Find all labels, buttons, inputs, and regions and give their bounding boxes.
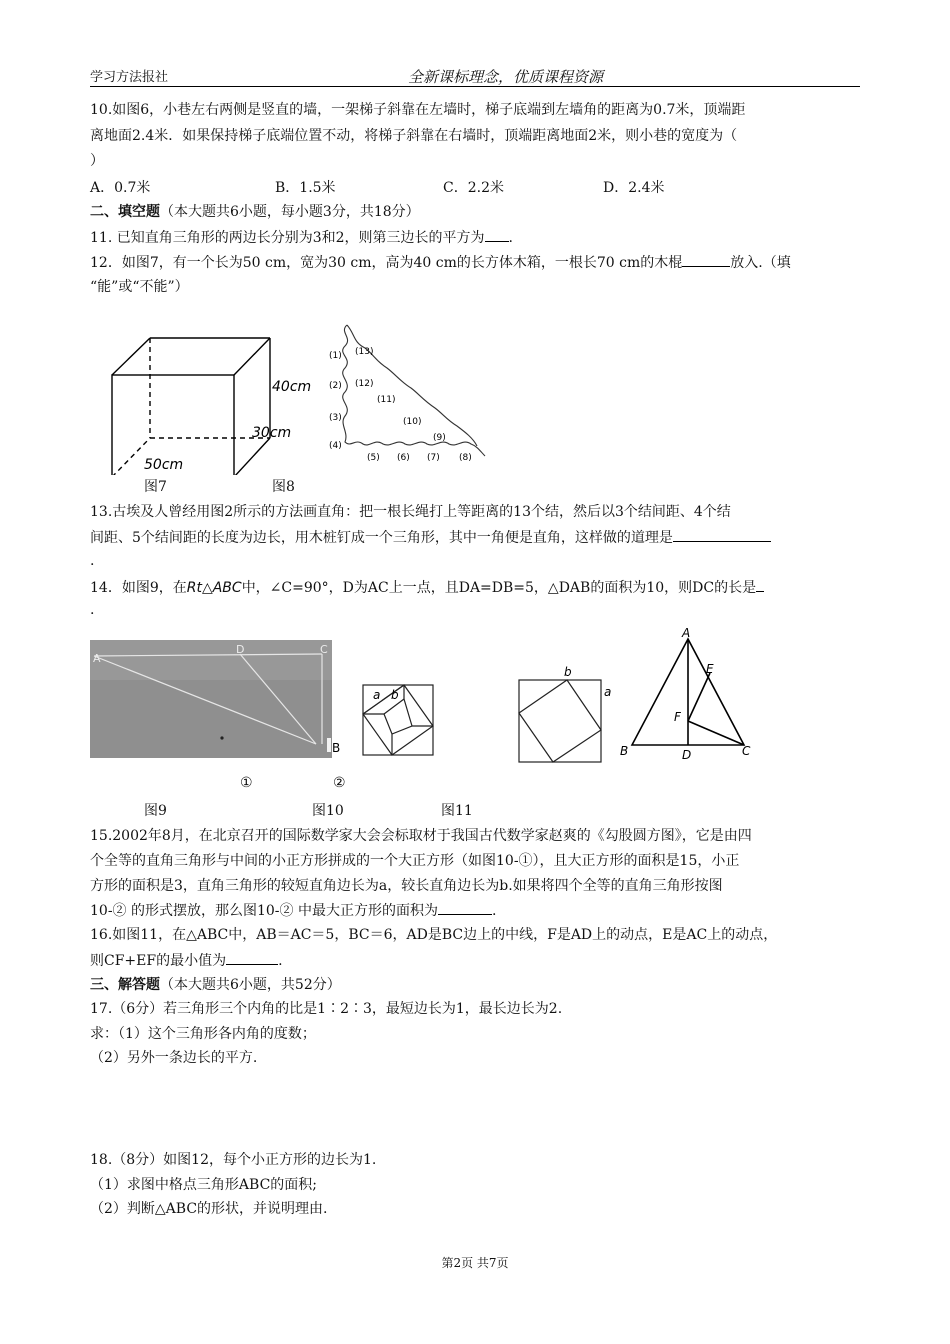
section3-note: （本大题共6小题，共52分） (160, 977, 341, 993)
q10-option-d: D．2.4米 (603, 180, 665, 196)
cuboid-length-label: 50cm (144, 457, 184, 473)
q16-answer-blank[interactable] (226, 950, 278, 965)
section3-heading (90, 975, 865, 995)
q11-end: . (508, 230, 513, 246)
q15-line3: 方形的面积是3，直角三角形的较短直角边长为a，较长直角边长为b.如果将四个全等的直角三角形按图 (90, 878, 723, 894)
cuboid-edge (234, 338, 270, 375)
q12-text: 12．如图7，有一个长为50 cm，宽为30 cm，高为40 cm的长方体木箱，一根长70 cm的木棍 (90, 255, 683, 271)
q14-rt-triangle: Rt△ABC (186, 580, 242, 596)
segment-fe (688, 673, 710, 721)
section2-heading (90, 202, 865, 222)
q14-pre: 14．如图9，在 (90, 580, 187, 596)
figure-8-caption: 图8 (272, 479, 295, 495)
page-footer: 第2页 共7页 (441, 1256, 509, 1270)
fig10-2-label-b: b (564, 665, 572, 679)
q11-text: 11. 已知直角三角形的两边长分别为3和2，则第三边长的平方为 (90, 230, 485, 246)
q16-line2 (90, 950, 865, 971)
q14-line2: . (90, 602, 95, 618)
q18-line1: 18.（8分）如图12，每个小正方形的边长为1. (90, 1152, 377, 1168)
q10-line2: 离地面2.4米．如果保持梯子底端位置不动，将梯子斜靠在右墙时，顶端距离地面2米，则小巷的宽度为（ (90, 128, 738, 144)
q17-line3: （2）另外一条边长的平方. (90, 1050, 258, 1066)
q14-line1 (90, 577, 865, 598)
rope-label: (5) (367, 453, 380, 463)
photo-highlight (90, 640, 332, 680)
rope-label: (11) (377, 395, 396, 405)
fig10-label-a: a (373, 688, 381, 702)
rope-label: (6) (397, 453, 410, 463)
fig11-label-a: A (682, 626, 691, 640)
fig10-1-small-square (384, 699, 412, 734)
fig10-sub1: ① (240, 775, 253, 791)
rope-label: (7) (427, 453, 440, 463)
q15-line4-text: 10-② 的形式摆放，那么图10-② 中最大正方形的面积为 (90, 903, 438, 919)
figure-10-caption: 图10 (312, 803, 344, 819)
rope-label: (3) (329, 413, 342, 423)
fig9-label-c: C (320, 643, 328, 656)
q12-answer-blank[interactable] (682, 252, 730, 267)
figure-9-photo (90, 640, 345, 765)
figure-11-triangle (618, 625, 763, 765)
q14-answer-blank[interactable] (756, 577, 764, 592)
cuboid-height-label: 40cm (272, 379, 312, 395)
q13-line1: 13.古埃及人曾经用图2所示的方法画直角：把一根长绳打上等距离的13个结，然后以3个结间距、4个结 (90, 504, 731, 520)
fig11-label-b: B (620, 744, 629, 758)
q18-line2: （1）求图中格点三角形ABC的面积; (90, 1177, 317, 1193)
q17-line2: 求：（1）这个三角形各内角的度数； (90, 1026, 316, 1042)
q16-line1: 16.如图11，在△ABC中，AB＝AC＝5，BC＝6，AD是BC边上的中线，F是AD上的动点，E是AC上的动点， (90, 927, 778, 943)
figure-8-rope-triangle (325, 320, 490, 470)
rope-label: (8) (459, 453, 472, 463)
section3-title: 三、解答题 (90, 977, 160, 993)
q12-line2: “能”或“不能”） (90, 279, 189, 295)
fig9-label-b: B (332, 741, 341, 755)
q16-line2-end: . (278, 953, 283, 969)
q13-line2-wrap (90, 527, 865, 548)
fig11-label-f: F (674, 710, 681, 724)
q17-line1: 17.（6分）若三角形三个内角的比是1∶2∶3，最短边长为1，最长边长为2. (90, 1001, 563, 1017)
fig11-label-d: D (682, 748, 692, 762)
q15-answer-blank[interactable] (438, 900, 492, 915)
q11-line (90, 227, 865, 248)
rope-label: (4) (329, 441, 342, 451)
rope-label: (12) (355, 379, 374, 389)
q13-line3: . (90, 553, 95, 569)
section2-title: 二、填空题 (90, 204, 160, 220)
q14-post: 中，∠C=90°，D为AC上一点，且DA=DB=5，△DAB的面积为10，则DC的长是 (241, 580, 757, 596)
q13-answer-blank[interactable] (673, 527, 771, 542)
fig9-label-a: A (93, 652, 101, 665)
q12-line1 (90, 252, 865, 273)
figure-10-squares (355, 660, 635, 770)
cuboid-edge (234, 438, 270, 475)
q15-line4-end: . (492, 903, 497, 919)
q15-line1: 15.2002年8月，在北京召开的国际数学家大会会标取材于我国古代数学家赵爽的《勾股圆方图》，它是由四 (90, 828, 752, 844)
cuboid-edge (112, 338, 150, 375)
segment-fc (688, 721, 744, 745)
q11-answer-blank[interactable] (485, 227, 509, 242)
header-slogan: 全新课标理念，优质课程资源 (408, 68, 604, 86)
figure-7-caption: 图7 (144, 479, 167, 495)
q10-option-c: C．2.2米 (443, 180, 504, 196)
cuboid-width-label: 30cm (252, 425, 292, 441)
fig9-label-d: D (236, 643, 245, 656)
header-rule (90, 86, 860, 87)
rope-label: (1) (329, 351, 342, 361)
q16-line2-text: 则CF+EF的最小值为 (90, 953, 227, 969)
fig10-2-tilted-square (519, 680, 601, 762)
q18-line3: （2）判断△ABC的形状，并说明理由. (90, 1201, 328, 1217)
figure-11-caption: 图11 (441, 803, 473, 819)
q10-option-a: A．0.7米 (90, 180, 151, 196)
q10-line3: ） (90, 153, 104, 169)
fig11-label-e: E (706, 662, 714, 676)
rope-label: (9) (433, 433, 446, 443)
fig11-label-c: C (742, 744, 751, 758)
figure-7-cuboid (100, 325, 320, 475)
fig10-sub2: ② (333, 775, 346, 791)
q15-line2: 个全等的直角三角形与中间的小正方形拼成的一个大正方形（如图10-①），且大正方形的面积是15，小正 (90, 853, 740, 869)
photo-mark (327, 738, 331, 752)
q13-line2: 间距、5个结间距的长度为边长，用木桩钉成一个三角形，其中一角便是直角，这样做的道理是 (90, 530, 673, 546)
fig10-2-label-a: a (604, 685, 612, 699)
q15-line4 (90, 900, 865, 921)
photo-dot (220, 736, 223, 739)
fig10-label-b: b (391, 688, 399, 702)
section2-note: （本大题共6小题，每小题3分，共18分） (160, 204, 420, 220)
rope-label: (2) (329, 381, 342, 391)
q10-line1: 10.如图6，小巷左右两侧是竖直的墙，一架梯子斜靠在左墙时，梯子底端到左墙角的距离为0.7米，顶端距 (90, 102, 746, 118)
rope-label: (13) (355, 347, 374, 357)
q12-end: 放入.（填 (730, 255, 791, 271)
q10-option-b: B．1.5米 (275, 180, 336, 196)
fig10-2-outer-square (519, 680, 601, 762)
header-publisher: 学习方法报社 (90, 70, 169, 85)
rope-label: (10) (403, 417, 422, 427)
figure-9-caption: 图9 (144, 803, 167, 819)
